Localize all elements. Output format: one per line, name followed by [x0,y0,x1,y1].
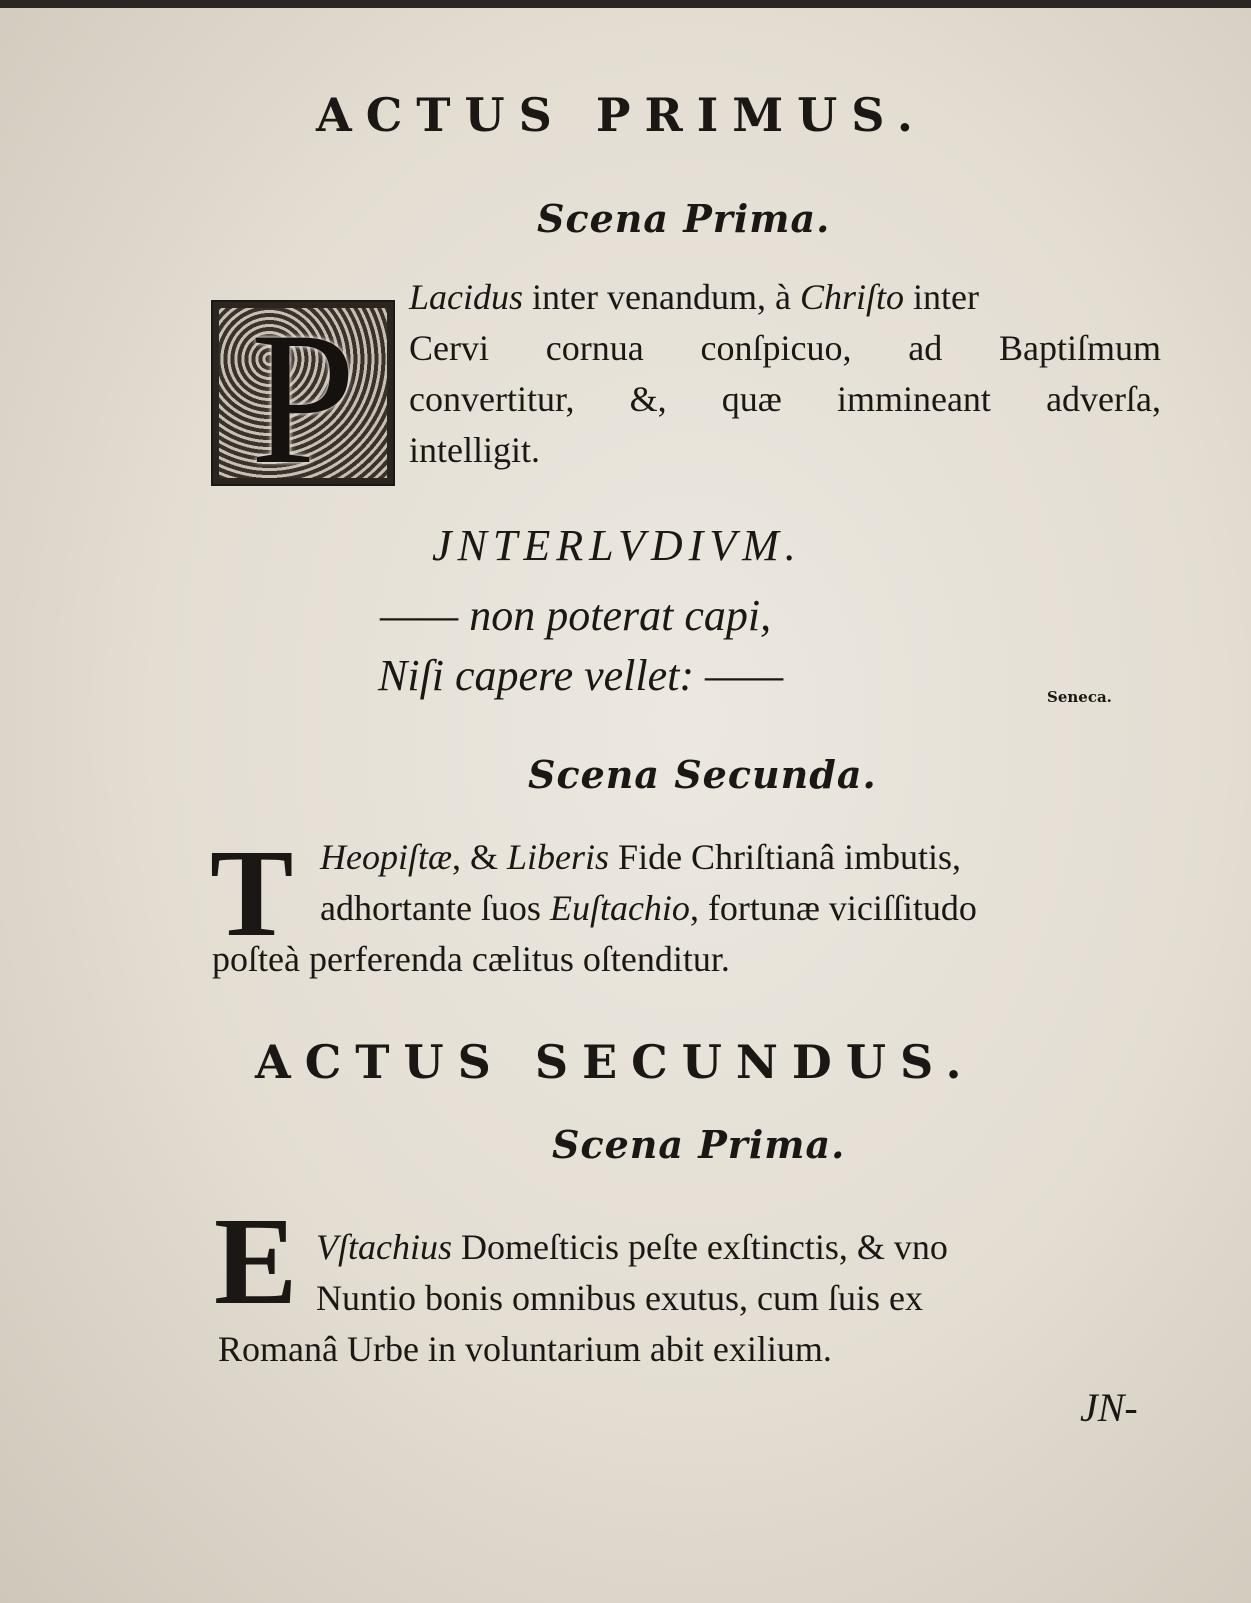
quote-source: Seneca. [1047,688,1112,706]
interludium-line-1: —— non poterat capi, [380,591,772,640]
dropcap-e: E [214,1193,298,1331]
page-edge [0,0,1251,8]
act-1-title: ACTUS PRIMUS. [316,88,927,142]
act-1-scene-2-summary: Heopiſtæ, & Liberis Fide Chriſtianâ imbutis, adhortante ſuos Euſtachio, fortunæ viciſſitudo poſteà perferenda cælitus oſtenditur. [212,837,977,979]
act-1-scene-1-title: Scena Prima. [537,196,831,241]
act-1-scene-1-summary: Lacidus inter venandum, à Chriſto inter Cervi cornua conſpicuo, ad Baptiſmum convertitur, &, quæ immineant adverſa, intelligit. [409,277,1161,470]
dropcap-letter: P [250,294,356,504]
catchword: JN- [1080,1385,1138,1430]
act-1-scene-2-title: Scena Secunda. [528,752,877,797]
dropcap-t: T [210,825,294,963]
act-2-scene-1-summary: Vſtachius Domeſticis peſte exſtinctis, & vno Nuntio bonis omnibus exutus, cum ſuis ex Romanâ Urbe in voluntarium abit exilium. [218,1227,948,1369]
act-2-scene-1-title: Scena Prima. [552,1122,846,1167]
act-2-title: ACTUS SECUNDUS. [255,1035,976,1089]
interludium-line-2: Niſi capere vellet: —— [378,651,784,700]
ornamental-initial-p [211,294,395,504]
interludium-title: JNTERLVDIVM. [432,521,802,570]
